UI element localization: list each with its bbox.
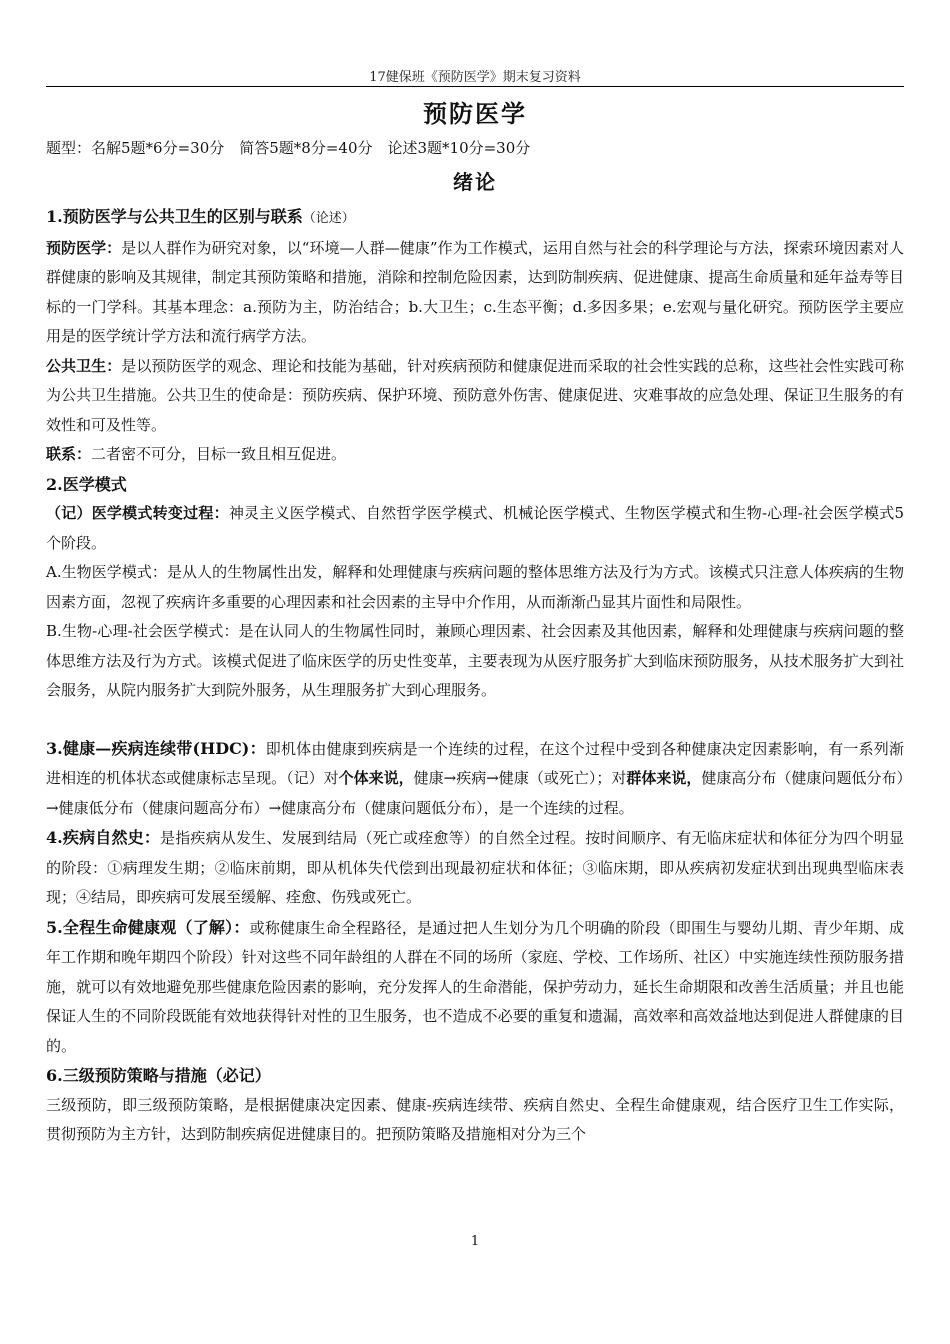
q3-paragraph: 3.健康—疾病连续带(HDC)：即机体由健康到疾病是一个连续的过程，在这个过程中受到各种健康决定因素影响，有一系列渐进相连的机体状态或健康标志呈现。（记）对个体来说，健康→疾病→健康（或死亡）；对群体来说，健康高分布（健康问题低分布）→健康低分布（健康问题高分布）→健康高分布（健康问题低分布），是一个连续的过程。 bbox=[46, 738, 904, 817]
q2-heading: 2.医学模式 bbox=[46, 474, 127, 494]
page-title: 预防医学 bbox=[423, 99, 527, 128]
page-number: 1 bbox=[470, 1234, 480, 1249]
exam-format: 题型：名解5题*6分=30分 简答5题*8分=40分 论述3题*10分=30分 bbox=[46, 139, 531, 157]
q1-paragraph-1: 预防医学：是以人群作为研究对象，以“环境—人群—健康”作为工作模式，运用自然与社会的科学理论与方法，探索环境因素对人群健康的影响及其规律，制定其预防策略和措施，消除和控制危险因素，达到防制疾病、促进健康、提高生命质量和延年益寿等目标的一门学科。其基本理念：a.预防为主，防治结合；b.大卫生；c.生态平衡；d.多因多果；e.宏观与量化研究。预防医学主要应用是的医学统计学方法和流行病学方法。 bbox=[46, 238, 904, 345]
q1-paragraph-2: 公共卫生：是以预防医学的观念、理论和技能为基础，针对疾病预防和健康促进而采取的社会性实践的总称，这些社会性实践可称为公共卫生措施。公共卫生的使命是：预防疾病、保护环境、预防意外伤害、健康促进、灾难事故的应急处理、保证卫生服务的有效性和可及性等。 bbox=[46, 356, 904, 434]
running-header: 17健保班《预防医学》期末复习资料 bbox=[369, 70, 581, 85]
section-title: 绪论 bbox=[453, 170, 497, 194]
q1-heading: 1.预防医学与公共卫生的区别与联系（论述） bbox=[46, 207, 355, 226]
q6-heading: 6.三级预防策略与措施（必记） bbox=[46, 1066, 271, 1085]
q6-paragraph: 三级预防，即三级预防策略，是根据健康决定因素、健康-疾病连续带、疾病自然史、全程生命健康观，结合医疗卫生工作实际，贯彻预防为主方针，达到防制疾病促进健康目的。把预防策略及措施相对分为三个 bbox=[46, 1095, 904, 1143]
document-body bbox=[46, 202, 904, 1150]
header-rule bbox=[46, 86, 904, 87]
q2-paragraph-a: A.生物医学模式：是从人的生物属性出发，解释和处理健康与疾病问题的整体思维方法及行为方式。该模式只注意人体疾病的生物因素方面，忽视了疾病许多重要的心理因素和社会因素的主导中介作用，从而渐渐凸显其片面性和局限性。 bbox=[46, 563, 904, 611]
q2-paragraph-b: B.生物-心理-社会医学模式：是在认同人的生物属性同时，兼顾心理因素、社会因素及其他因素，解释和处理健康与疾病问题的整体思维方法及行为方式。该模式促进了临床医学的历史性变革，主要表现为从医疗服务扩大到临床预防服务，从技术服务扩大到社会服务，从院内服务扩大到院外服务，从生理服务扩大到心理服务。 bbox=[46, 622, 904, 699]
q1-note: （论述） bbox=[302, 211, 355, 226]
spacer bbox=[46, 706, 904, 734]
q5-paragraph: 5.全程生命健康观（了解）：或称健康生命全程路径，是通过把人生划分为几个明确的阶段（即围生与婴幼儿期、青少年期、成年工作期和晚年期四个阶段）针对这些不同年龄组的人群在不同的场所（家庭、学校、工作场所、社区）中实施连续性预防服务措施，就可以有效地避免那些健康危险因素的影响，充分发挥人的生命潜能，保护劳动力，延长生命期限和改善生活质量；并且也能保证人生的不同阶段既能有效地获得针对性的卫生服务，也不造成不必要的重复和遗漏，高效率和高效益地达到促进人群健康的目的。 bbox=[46, 917, 904, 1055]
q4-paragraph: 4.疾病自然史：是指疾病从发生、发展到结局（死亡或痊愈等）的自然全过程。按时间顺序、有无临床症状和体征分为四个明显的阶段：①病理发生期；②临床前期，即从机体失代偿到出现最初症状和体征；③临床期，即从疾病初发症状到出现典型临床表现；④结局，即疾病可发展至缓解、痊愈、伤残或死亡。 bbox=[46, 828, 904, 906]
q2-paragraph-1: （记）医学模式转变过程：神灵主义医学模式、自然哲学医学模式、机械论医学模式、生物医学模式和生物-心理-社会医学模式5个阶段。 bbox=[46, 504, 904, 552]
q1-paragraph-3: 联系：二者密不可分，目标一致且相互促进。 bbox=[46, 445, 347, 463]
